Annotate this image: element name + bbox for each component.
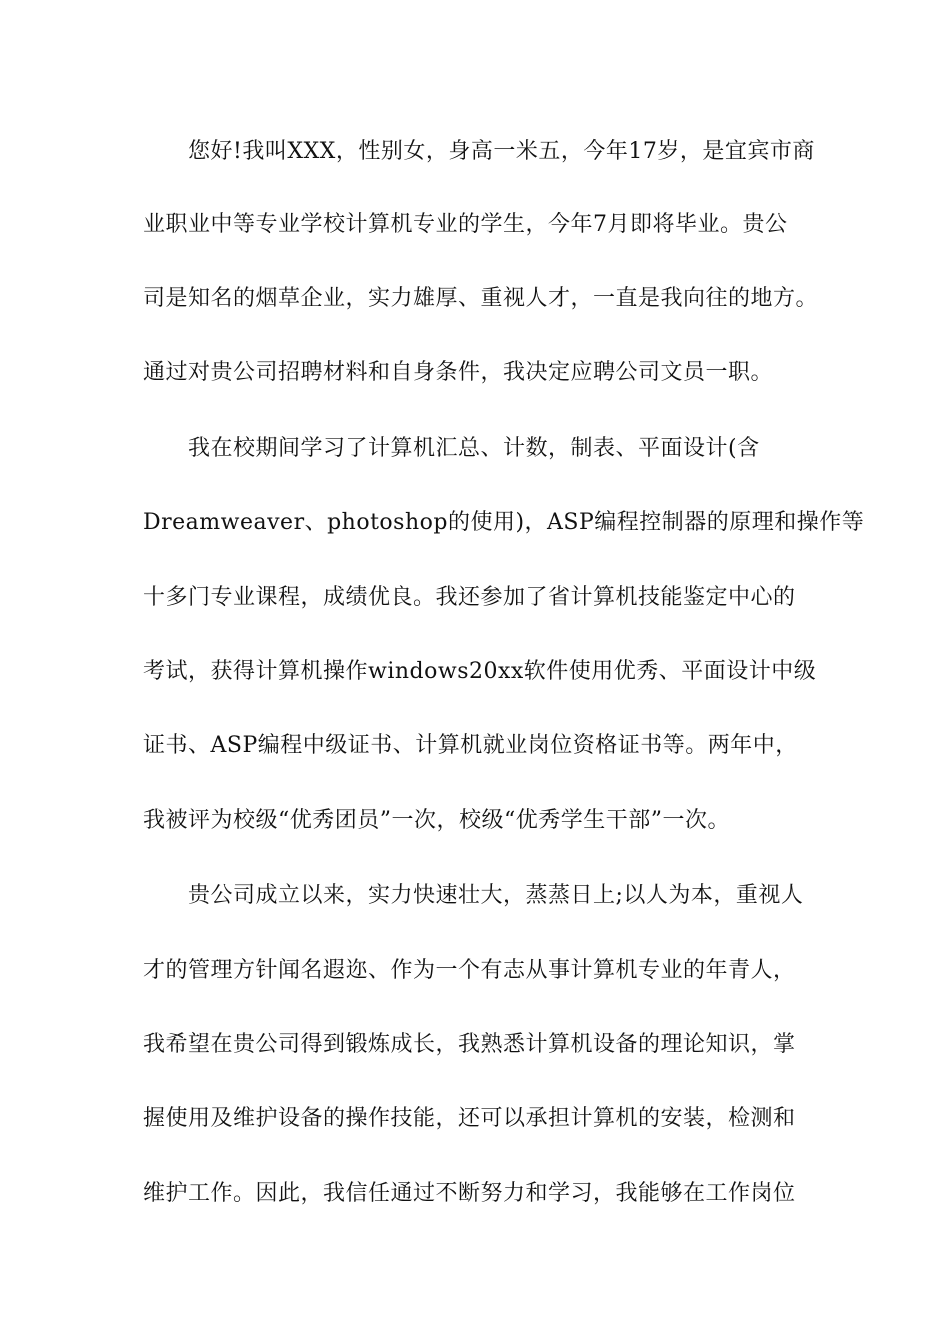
paragraph-3-line-4: 握使用及维护设备的操作技能，还可以承担计算机的安装，检测和 [143,1106,796,1131]
paragraph-1-line-3: 司是知名的烟草企业，实力雄厚、重视人才，一直是我向往的地方。 [143,286,819,311]
paragraph-2-line-2: Dreamweaver、photoshop的使用)，ASP编程控制器的原理和操作等 [143,510,865,535]
paragraph-3-line-1: 贵公司成立以来，实力快速壮大，蒸蒸日上;以人为本，重视人 [188,883,804,908]
paragraph-2-line-3: 十多门专业课程，成绩优良。我还参加了省计算机技能鉴定中心的 [143,585,796,610]
paragraph-2-line-5: 证书、ASP编程中级证书、计算机就业岗位资格证书等。两年中， [143,733,798,758]
paragraph-2-line-1: 我在校期间学习了计算机汇总、计数，制表、平面设计(含 [188,436,760,461]
paragraph-2-line-4: 考试，获得计算机操作windows20xx软件使用优秀、平面设计中级 [143,659,817,684]
paragraph-3-line-2: 才的管理方针闻名遐迩、作为一个有志从事计算机专业的年青人， [143,958,796,983]
paragraph-1-line-1: 您好!我叫XXX，性别女，身高一米五，今年17岁，是宜宾市商 [188,139,815,164]
paragraph-3-line-5: 维护工作。因此，我信任通过不断努力和学习，我能够在工作岗位 [143,1181,796,1206]
paragraph-1-line-4: 通过对贵公司招聘材料和自身条件，我决定应聘公司文员一职。 [143,360,774,385]
paragraph-1-line-2: 业职业中等专业学校计算机专业的学生，今年7月即将毕业。贵公 [143,212,788,237]
paragraph-2-line-6: 我被评为校级“优秀团员”一次，校级“优秀学生干部”一次。 [143,808,730,833]
paragraph-3-line-3: 我希望在贵公司得到锻炼成长，我熟悉计算机设备的理论知识，掌 [143,1032,796,1057]
